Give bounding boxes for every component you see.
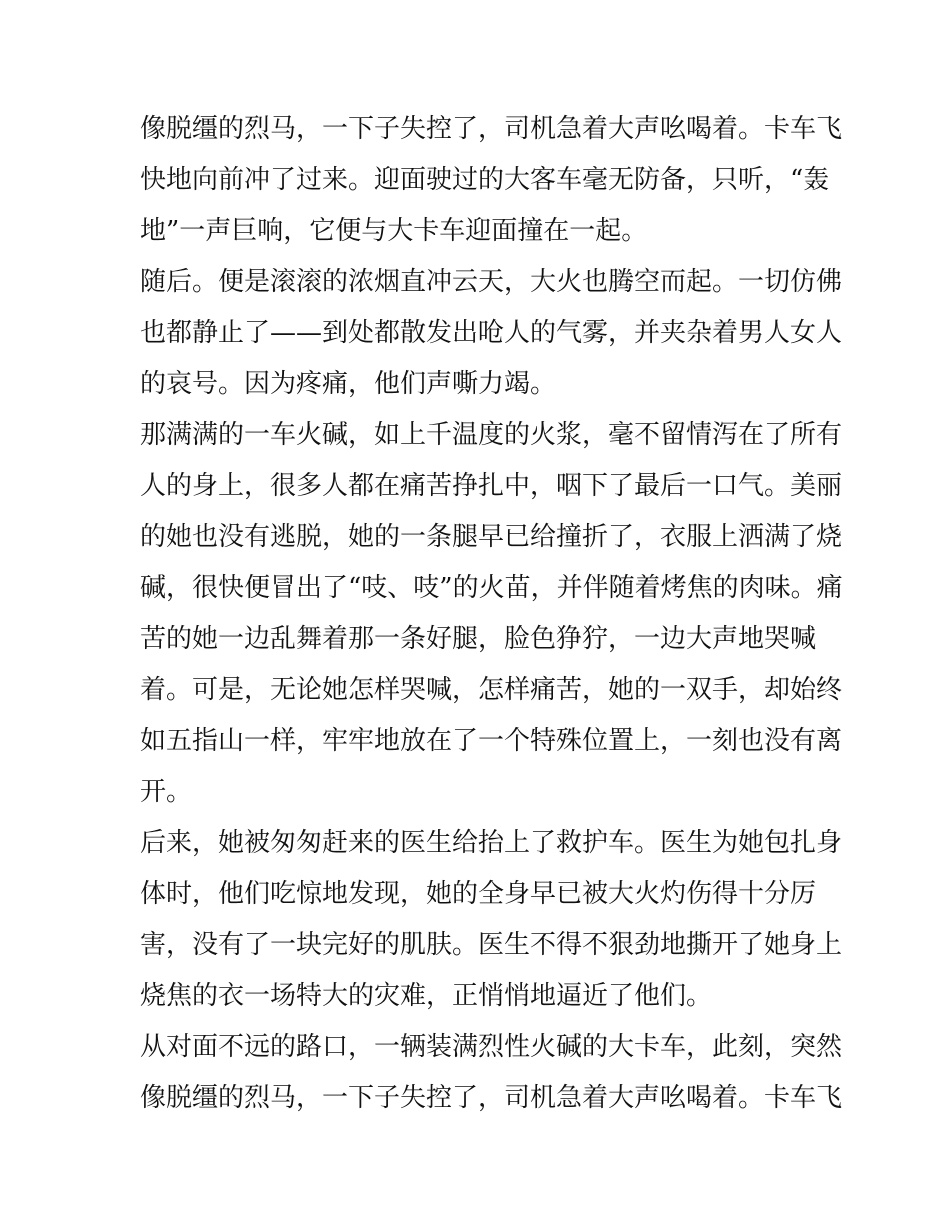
text-line: 人的身上，很多人都在痛苦挣扎中，咽下了最后一口气。美丽	[140, 471, 843, 501]
text-line: 开。	[140, 777, 193, 807]
text-line: 体时，他们吃惊地发现，她的全身早已被大火灼伤得十分厉	[140, 879, 817, 909]
text-line: 后来，她被匆匆赶来的医生给抬上了救护车。医生为她包扎身	[140, 828, 843, 858]
text-line: 随后。便是滚滚的浓烟直冲云天，大火也腾空而起。一切仿佛	[140, 267, 843, 297]
text-line: 苦的她一边乱舞着那一条好腿，脸色狰狞，一边大声地哭喊	[140, 624, 817, 654]
text-line: 着。可是，无论她怎样哭喊，怎样痛苦，她的一双手，却始终	[140, 675, 843, 705]
text-line: 像脱缰的烈马，一下子失控了，司机急着大声吆喝着。卡车飞	[140, 1083, 843, 1113]
text-line: 也都静止了——到处都散发出呛人的气雾，并夹杂着男人女人	[140, 318, 843, 348]
text-line: 害，没有了一块完好的肌肤。医生不得不狠劲地撕开了她身上	[140, 930, 843, 960]
text-line: 碱，很快便冒出了“吱、吱”的火苗，并伴随着烤焦的肉味。痛	[140, 573, 843, 603]
text-line: 的哀号。因为疼痛，他们声嘶力竭。	[140, 369, 557, 399]
text-line: 的她也没有逃脱，她的一条腿早已给撞折了，衣服上洒满了烧	[140, 522, 843, 552]
text-line: 那满满的一车火碱，如上千温度的火浆，毫不留情泻在了所有	[140, 420, 843, 450]
text-line: 地”一声巨响，它便与大卡车迎面撞在一起。	[140, 216, 648, 246]
text-line: 快地向前冲了过来。迎面驶过的大客车毫无防备，只听，“轰	[140, 165, 830, 195]
text-line: 从对面不远的路口，一辆装满烈性火碱的大卡车，此刻，突然	[140, 1032, 843, 1062]
document-body	[140, 104, 843, 1124]
text-line: 如五指山一样，牢牢地放在了一个特殊位置上，一刻也没有离	[140, 726, 843, 756]
text-line: 烧焦的衣一场特大的灾难，正悄悄地逼近了他们。	[140, 981, 713, 1011]
text-line: 像脱缰的烈马，一下子失控了，司机急着大声吆喝着。卡车飞	[140, 114, 843, 144]
